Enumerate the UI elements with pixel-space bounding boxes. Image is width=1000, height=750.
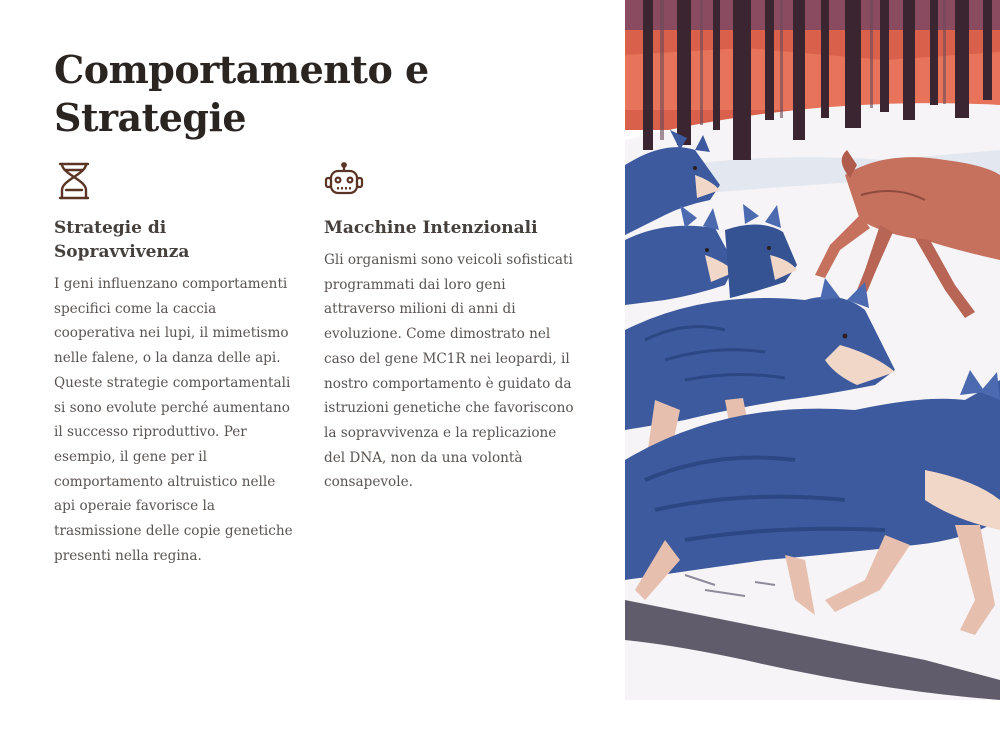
section-intentional-machines xyxy=(324,160,574,495)
section-heading: Strategie di Sopravvivenza xyxy=(54,218,190,262)
page-title: Comportamento e Strategie xyxy=(54,47,429,140)
section-heading: Macchine Intenzionali xyxy=(324,218,538,238)
dna-icon xyxy=(54,160,94,202)
robot-icon xyxy=(324,160,364,202)
section-body: I geni influenzano comportamenti specifici come la caccia cooperativa nei lupi, il mimetismo nelle falene, o la danza delle api. Queste strategie comportamentali si sono evolute perché aumentano il successo riproduttivo. Per esempio, il gene per il comportamento altruistico nelle api operaie favorisce la trasmissione delle copie genetiche presenti nella regina. xyxy=(54,276,293,564)
wolves-hunting-deer-illustration xyxy=(625,0,1000,750)
section-survival-strategies xyxy=(54,160,299,568)
section-body: Gli organismi sono veicoli sofisticati programmati dai loro geni attraverso milioni di anni di evoluzione. Come dimostrato nel caso del gene MC1R nei leopardi, il nostro comportamento è guidato da istruzioni genetiche che favoriscono la sopravvivenza e la replicazione del DNA, non da una volontà consapevole. xyxy=(324,252,574,491)
